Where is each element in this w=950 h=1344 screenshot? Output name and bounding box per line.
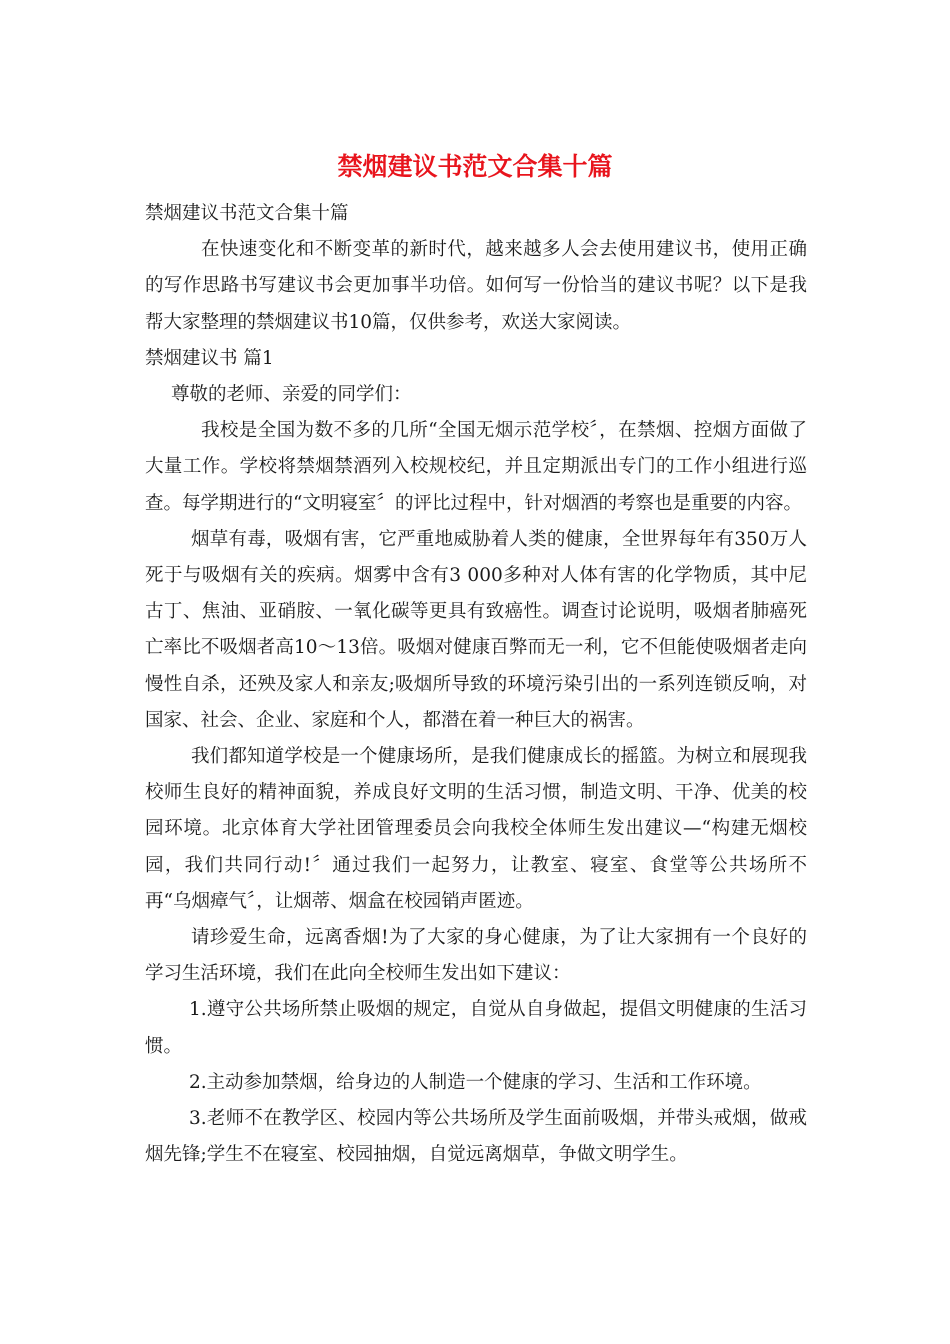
document-title: 禁烟建议书范文合集十篇 <box>337 152 613 181</box>
document-subtitle: 禁烟建议书范文合集十篇 <box>145 203 349 224</box>
document-body <box>145 196 807 1173</box>
body-paragraph: 我们都知道学校是一个健康场所，是我们健康成长的摇篮。为树立和展现我校师生良好的精神面貌，养成良好文明的生活习惯，制造文明、干净、优美的校园环境。北京体育大学社团管理委员会向我校全体师生发出建议—“构建无烟校园，我们共同行动!〞通过我们一起努力，让教室、寝室、食堂等公共场所不再“乌烟瘴气〞，让烟蒂、烟盒在校园销声匿迹。 <box>145 746 807 912</box>
section-heading: 禁烟建议书 篇1 <box>145 347 274 369</box>
intro-paragraph: 在快速变化和不断变革的新时代，越来越多人会去使用建议书，使用正确的写作思路书写建议书会更加事半功倍。如何写一份恰当的建议书呢？以下是我帮大家整理的禁烟建议书10篇，仅供参考，欢送大家阅读。 <box>145 239 807 333</box>
body-paragraph: 烟草有毒，吸烟有害，它严重地威胁着人类的健康，全世界每年有350万人死于与吸烟有关的疾病。烟雾中含有3 000多种对人体有害的化学物质，其中尼古丁、焦油、亚硝胺、一氧化碳等更具有致癌性。调查讨论说明，吸烟者肺癌死亡率比不吸烟者高10～13倍。吸烟对健康百弊而无一利，它不但能使吸烟者走向慢性自杀，还殃及家人和亲友;吸烟所导致的环境污染引出的一系列连锁反响，对国家、社会、企业、家庭和个人，都潜在着一种巨大的祸害。 <box>145 528 807 731</box>
body-paragraph: 请珍爱生命，远离香烟!为了大家的身心健康，为了让大家拥有一个良好的学习生活环境，我们在此向全校师生发出如下建议： <box>145 927 807 985</box>
body-paragraph: 我校是全国为数不多的几所“全国无烟示范学校〞，在禁烟、控烟方面做了大量工作。学校将禁烟禁酒列入校规校纪，并且定期派出专门的工作小组进行巡查。每学期进行的“文明寝室〞的评比过程中，针对烟酒的考察也是重要的内容。 <box>145 420 807 514</box>
list-item: 1.遵守公共场所禁止吸烟的规定，自觉从自身做起，提倡文明健康的生活习惯。 <box>145 999 807 1057</box>
list-item: 3.老师不在教学区、校园内等公共场所及学生面前吸烟，并带头戒烟，做戒烟先锋;学生不在寝室、校园抽烟，自觉远离烟草，争做文明学生。 <box>145 1108 807 1166</box>
list-item: 2.主动参加禁烟，给身边的人制造一个健康的学习、生活和工作环境。 <box>189 1071 762 1093</box>
salutation: 尊敬的老师、亲爱的同学们： <box>171 384 412 406</box>
